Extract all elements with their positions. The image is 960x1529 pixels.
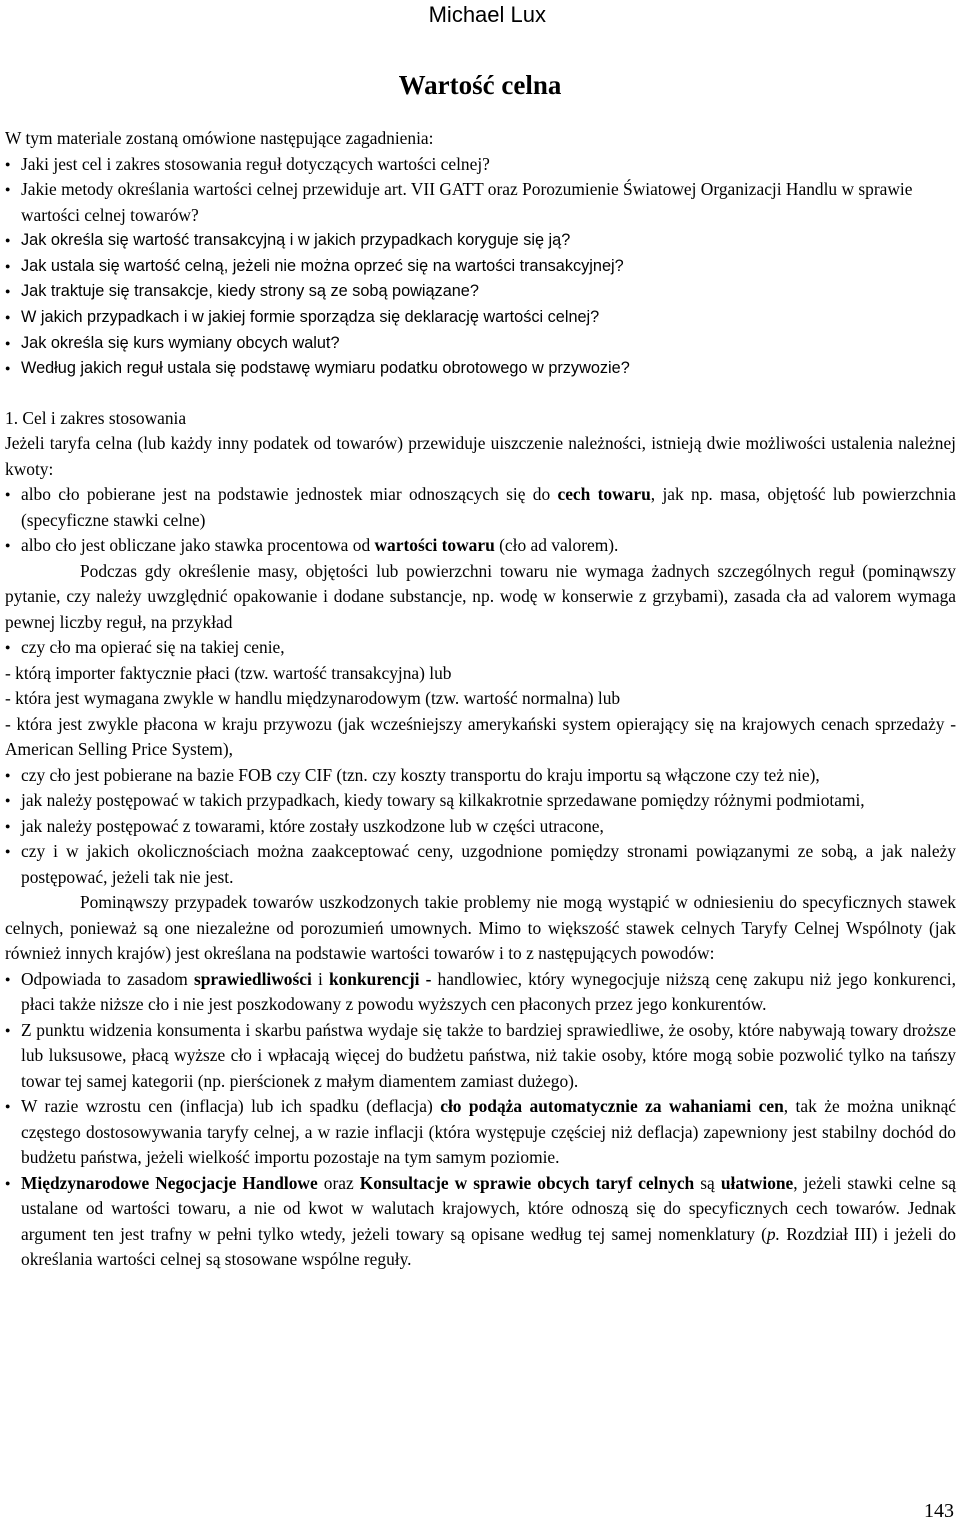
section-heading: 1. Cel i zakres stosowania bbox=[5, 407, 187, 428]
page-title-text: Wartość celna bbox=[398, 70, 562, 100]
bullet-icon: ● bbox=[5, 540, 11, 551]
question-item: ● W jakich przypadkach i w jakiej formie sporządza się deklarację wartości celnej? bbox=[5, 305, 956, 331]
paragraph: Jeżeli taryfa celna (lub każdy inny podatek od towarów) przewiduje uiszczenie należności, istnieją dwie możliwości ustalenia należnej kwoty: bbox=[5, 433, 956, 479]
question-item: ● Jak określa się kurs wymiany obcych walut? bbox=[5, 331, 956, 357]
document-body bbox=[5, 126, 956, 1273]
bullet-icon: ● bbox=[5, 489, 11, 500]
bullet-icon: ● bbox=[5, 1177, 11, 1188]
bullet-icon: ● bbox=[5, 769, 11, 780]
bullet-item: ● czy cło jest pobierane na bazie FOB czy CIF (tzn. czy koszty transportu do kraju importu są włączone czy też nie), bbox=[5, 763, 956, 789]
intro-lead: W tym materiale zostaną omówione następujące zagadnienia: bbox=[5, 128, 434, 148]
bullet-item: ● W razie wzrostu cen (inflacja) lub ich spadku (deflacja) cło podąża automatycznie za wahaniami cen, tak że można uniknąć częstego dostosowywania taryfy celnej, a w razie inflacji (która występuje częściej niż deflacja) zapewniony jest stabilny dochód do budżetu państwa, jeżeli wielkość importu pozostaje na tym samym poziomie. bbox=[5, 1096, 957, 1168]
bullet-icon: ● bbox=[5, 1024, 11, 1035]
bullet-icon: ● bbox=[5, 846, 11, 857]
paragraph: Podczas gdy określenie masy, objętości lub powierzchni towaru nie wymaga żadnych szczególnych reguł (pominąwszy pytanie, czy należy uwzględnić opakowanie i dodane substancje, np. wodę w konserwie z grzybami), zasada cła ad valorem wymaga pewnej liczby reguł, na przykład bbox=[5, 560, 956, 632]
question-item: ● Jak ustala się wartość celną, jeżeli nie można oprzeć się na wartości transakcyjnej? bbox=[5, 254, 956, 280]
bullet-item: ● albo cło pobierane jest na podstawie jednostek miar odnoszących się do cech towaru, jak np. masa, objętość lub powierzchnia (specyficzne stawki celne) bbox=[5, 484, 956, 530]
bullet-item: ● Międzynarodowe Negocjacje Handlowe oraz Konsultacje w sprawie obcych taryf celnych są ułatwione, jeżeli stawki celne są ustalane od wartości towaru, a nie od kwot w walutach krajowych, które odnoszą się do specyficznych cech towarów. Jednak argument ten jest trafny w pełni tylko wtedy, jeżeli towary są opisane według tej samej nomenklatury (p. Rozdział III) i jeżeli do określania wartości celnej są stosowane wspólne reguły. bbox=[5, 1172, 957, 1270]
dash-item: - która jest zwykle płacona w kraju przywozu (jak wcześniejszy amerykański system opierający się na krajowych cenach sprzedaży - American Selling Price System), bbox=[5, 713, 956, 760]
bullet-item: ● czy cło ma opierać się na takiej cenie, bbox=[5, 635, 956, 661]
bullet-item: ● Odpowiada to zasadom sprawiedliwości i konkurencji - handlowiec, który wynegocjuje niższą cenę zakupu niż jego konkurenci, płaci także niższe cło i nie jest poszkodowany z powodu wyższych cen płaconych przez jego konkurentów. bbox=[5, 968, 956, 1015]
dash-item: - którą importer faktycznie płaci (tzw. wartość transakcyjna) lub bbox=[5, 662, 452, 683]
question-item: ● Jak traktuje się transakcje, kiedy strony są ze sobą powiązane? bbox=[5, 279, 956, 305]
bullet-item: ● jak należy postępować w takich przypadkach, kiedy towary są kilkakrotnie sprzedawane pomiędzy różnymi podmiotami, bbox=[5, 788, 956, 814]
question-item: ● Jaki jest cel i zakres stosowania reguł dotyczących wartości celnej? bbox=[5, 152, 956, 178]
bullet-item: ● czy i w jakich okolicznościach można zaakceptować ceny, uzgodnione pomiędzy stronami powiązanymi ze sobą, a jak należy postępować, jeżeli tak nie jest. bbox=[5, 841, 956, 887]
author-header: Michael Lux bbox=[428, 2, 546, 27]
dash-item: - która jest wymagana zwykle w handlu międzynarodowym (tzw. wartość normalna) lub bbox=[5, 688, 621, 709]
bullet-item: ● jak należy postępować z towarami, które zostały uszkodzone lub w części utracone, bbox=[5, 814, 956, 840]
question-list bbox=[5, 152, 956, 382]
paragraph: Pominąwszy przypadek towarów uszkodzonych takie problemy nie mogą wystąpić w odniesieniu do specyficznych stawek celnych, ponieważ są one niezależne od porozumień umownych. Mimo to większość stawek celnych Taryfy Celnej Wspólnoty (jak również innych krajów) jest określana na podstawie wartości towarów i to z następujących powodów: bbox=[5, 892, 956, 964]
question-item: ● Jakie metody określania wartości celnej przewiduje art. VII GATT oraz Porozumienie Światowej Organizacji Handlu w sprawie wartości celnej towarów? bbox=[5, 177, 956, 228]
question-item: ● Według jakich reguł ustala się podstawę wymiaru podatku obrotowego w przywozie? bbox=[5, 356, 956, 382]
page-title bbox=[0, 70, 960, 101]
bullet-icon: ● bbox=[5, 820, 11, 831]
bullet-icon: ● bbox=[5, 973, 11, 984]
bullet-icon: ● bbox=[5, 642, 11, 653]
bullet-item: ● Z punktu widzenia konsumenta i skarbu państwa wydaje się także to bardziej sprawiedliwe, że osoby, które nabywają towary droższe lub luksusowe, płacą wyższe cło i wpłacają więcej do budżetu państwa, niż takie osoby, które mogą sobie pozwolić tylko na tańszy towar tej samej kategorii (np. pierścionek z małym diamentem zamiast dużego). bbox=[5, 1019, 956, 1091]
bullet-icon: ● bbox=[5, 1101, 11, 1112]
page-number: 143 bbox=[924, 1500, 954, 1522]
bullet-item: ● albo cło jest obliczane jako stawka procentowa od wartości towaru (cło ad valorem). bbox=[5, 533, 956, 559]
question-item: ● Jak określa się wartość transakcyjną i w jakich przypadkach koryguje się ją? bbox=[5, 228, 956, 254]
bullet-icon: ● bbox=[5, 795, 11, 806]
